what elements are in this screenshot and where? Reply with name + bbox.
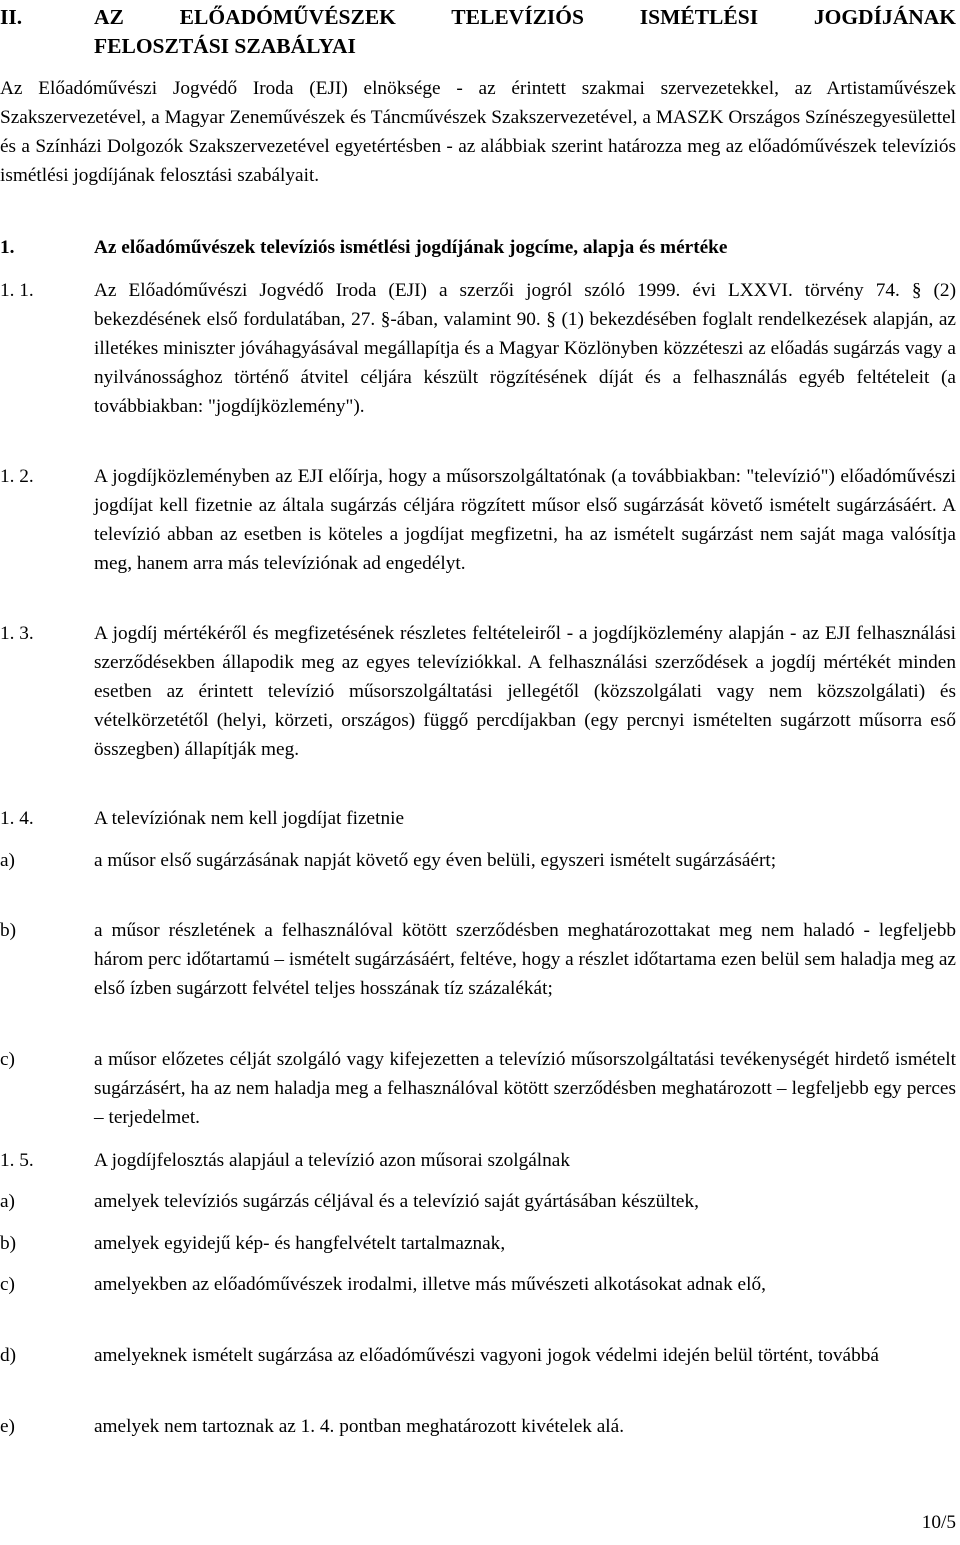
page-number: 10/5 bbox=[921, 1512, 956, 1533]
item-number: 1. 3. bbox=[0, 623, 34, 644]
item-letter: a) bbox=[0, 1191, 15, 1212]
item-text: amelyeknek ismételt sugárzása az előadóművészi vagyoni jogok védelmi idején belül történt, továbbá bbox=[94, 1345, 879, 1366]
item-number: 1. 1. bbox=[0, 280, 34, 301]
item-letter: d) bbox=[0, 1345, 17, 1366]
item-letter: b) bbox=[0, 920, 17, 941]
item-text: A jogdíjközleményben az EJI előírja, hogy a műsorszolgáltatónak (a továbbiakban: "televízió") előadóművészi jogdíjat kell fizetnie az általa sugárzás céljára rögzített műsor első sugárzását követő ismételt sugárzásáért. A televízió abban az esetben is köteles a jogdíjat megfizetni, ha az ismételt sugárzást nem saját maga valósítja meg, hanem arra más televíziónak ad engedélyt. bbox=[94, 466, 956, 574]
item-text: a műsor részletének a felhasználóval kötött szerződésben meghatározottakat meg nem haladó - legfeljebb három perc időtartamú – ismételt sugárzásáért, feltéve, hogy a részlet időtartama ezen belül sem haladja meg az első ízben sugárzott felvétel teljes hosszának tíz százalékát; bbox=[94, 920, 956, 999]
item-text: Az Előadóművészi Jogvédő Iroda (EJI) a szerzői jogról szóló 1999. évi LXXVI. törvény 74. § (2) bekezdésének első fordulatában, 27. §-ában, valamint 90. § (1) bekezdésében foglalt rendelkezések alapján, az illetékes miniszter jóváhagyásával megállapítja és a Magyar Közlönyben közzéteszi az előadás sugárzás vagy a nyilvánossághoz történő átvitel céljára készült rögzítésének díját és a felhasználás egyéb feltételeit (a továbbiakban: "jogdíjközlemény"). bbox=[94, 280, 956, 417]
intro-paragraph: Az Előadóművészi Jogvédő Iroda (EJI) elnöksége - az érintett szakmai szervezetekkel, az Artistaművészek Szakszervezetével, a Magyar Zeneművészek és Táncművészek Szakszervezetével, a MASZK Országos Színészegyesülettel és a Színházi Dolgozók Szakszervezetével egyetértésben - az alábbiak szerint határozza meg az előadóművészek televíziós ismétlési jogdíjának felosztási szabályait. bbox=[0, 78, 956, 186]
section-title-line-1: AZ ELŐADÓMŰVÉSZEK TELEVÍZIÓS ISMÉTLÉSI JOGDÍJÁNAK bbox=[94, 5, 956, 29]
item-text: A televíziónak nem kell jogdíjat fizetnie bbox=[94, 808, 405, 829]
item-number: 1. 4. bbox=[0, 808, 34, 829]
item-text: amelyek nem tartoznak az 1. 4. pontban meghatározott kivételek alá. bbox=[94, 1416, 625, 1437]
item-text: a műsor előzetes célját szolgáló vagy kifejezetten a televízió műsorszolgáltatási tevékenységét hirdető ismételt sugárzásért, ha az nem haladja meg a felhasználóval kötött szerződésben meghatározott – legfeljebb egy perces – terjedelmet. bbox=[94, 1049, 956, 1128]
item-text: a műsor első sugárzásának napját követő egy éven belüli, egyszeri ismételt sugárzásáért; bbox=[94, 850, 777, 871]
item-number: 1. 5. bbox=[0, 1150, 34, 1171]
item-text: amelyek egyidejű kép- és hangfelvételt tartalmaznak, bbox=[94, 1233, 506, 1254]
chapter-number: 1. bbox=[0, 237, 15, 258]
item-letter: c) bbox=[0, 1049, 15, 1070]
item-text: A jogdíj mértékéről és megfizetésének részletes feltételeiről - a jogdíjközlemény alapján - az EJI felhasználási szerződésekben állapodik meg az egyes televíziókkal. A felhasználási szerződések a jogdíj mértékét minden esetben az érintett televízió műsorszolgáltatási jellegétől (közszolgálati vagy nem közszolgálati) és vételkörzetétől (helyi, körzeti, országos) függő percdíjakban (egy percnyi ismételten sugárzott műsorra eső összegben) állapítják meg. bbox=[94, 623, 956, 760]
item-letter: c) bbox=[0, 1274, 15, 1295]
item-number: 1. 2. bbox=[0, 466, 34, 487]
item-text: amelyek televíziós sugárzás céljával és a televízió saját gyártásában készültek, bbox=[94, 1191, 699, 1212]
chapter-title: Az előadóművészek televíziós ismétlési jogdíjának jogcíme, alapja és mértéke bbox=[94, 237, 728, 258]
section-number: II. bbox=[0, 5, 23, 29]
item-text: amelyekben az előadóművészek irodalmi, illetve más művészeti alkotásokat adnak elő, bbox=[94, 1274, 766, 1295]
item-letter: e) bbox=[0, 1416, 15, 1437]
section-title-line-2: FELOSZTÁSI SZABÁLYAI bbox=[94, 34, 356, 58]
item-letter: b) bbox=[0, 1233, 17, 1254]
item-letter: a) bbox=[0, 850, 15, 871]
item-text: A jogdíjfelosztás alapjául a televízió azon műsorai szolgálnak bbox=[94, 1150, 570, 1171]
